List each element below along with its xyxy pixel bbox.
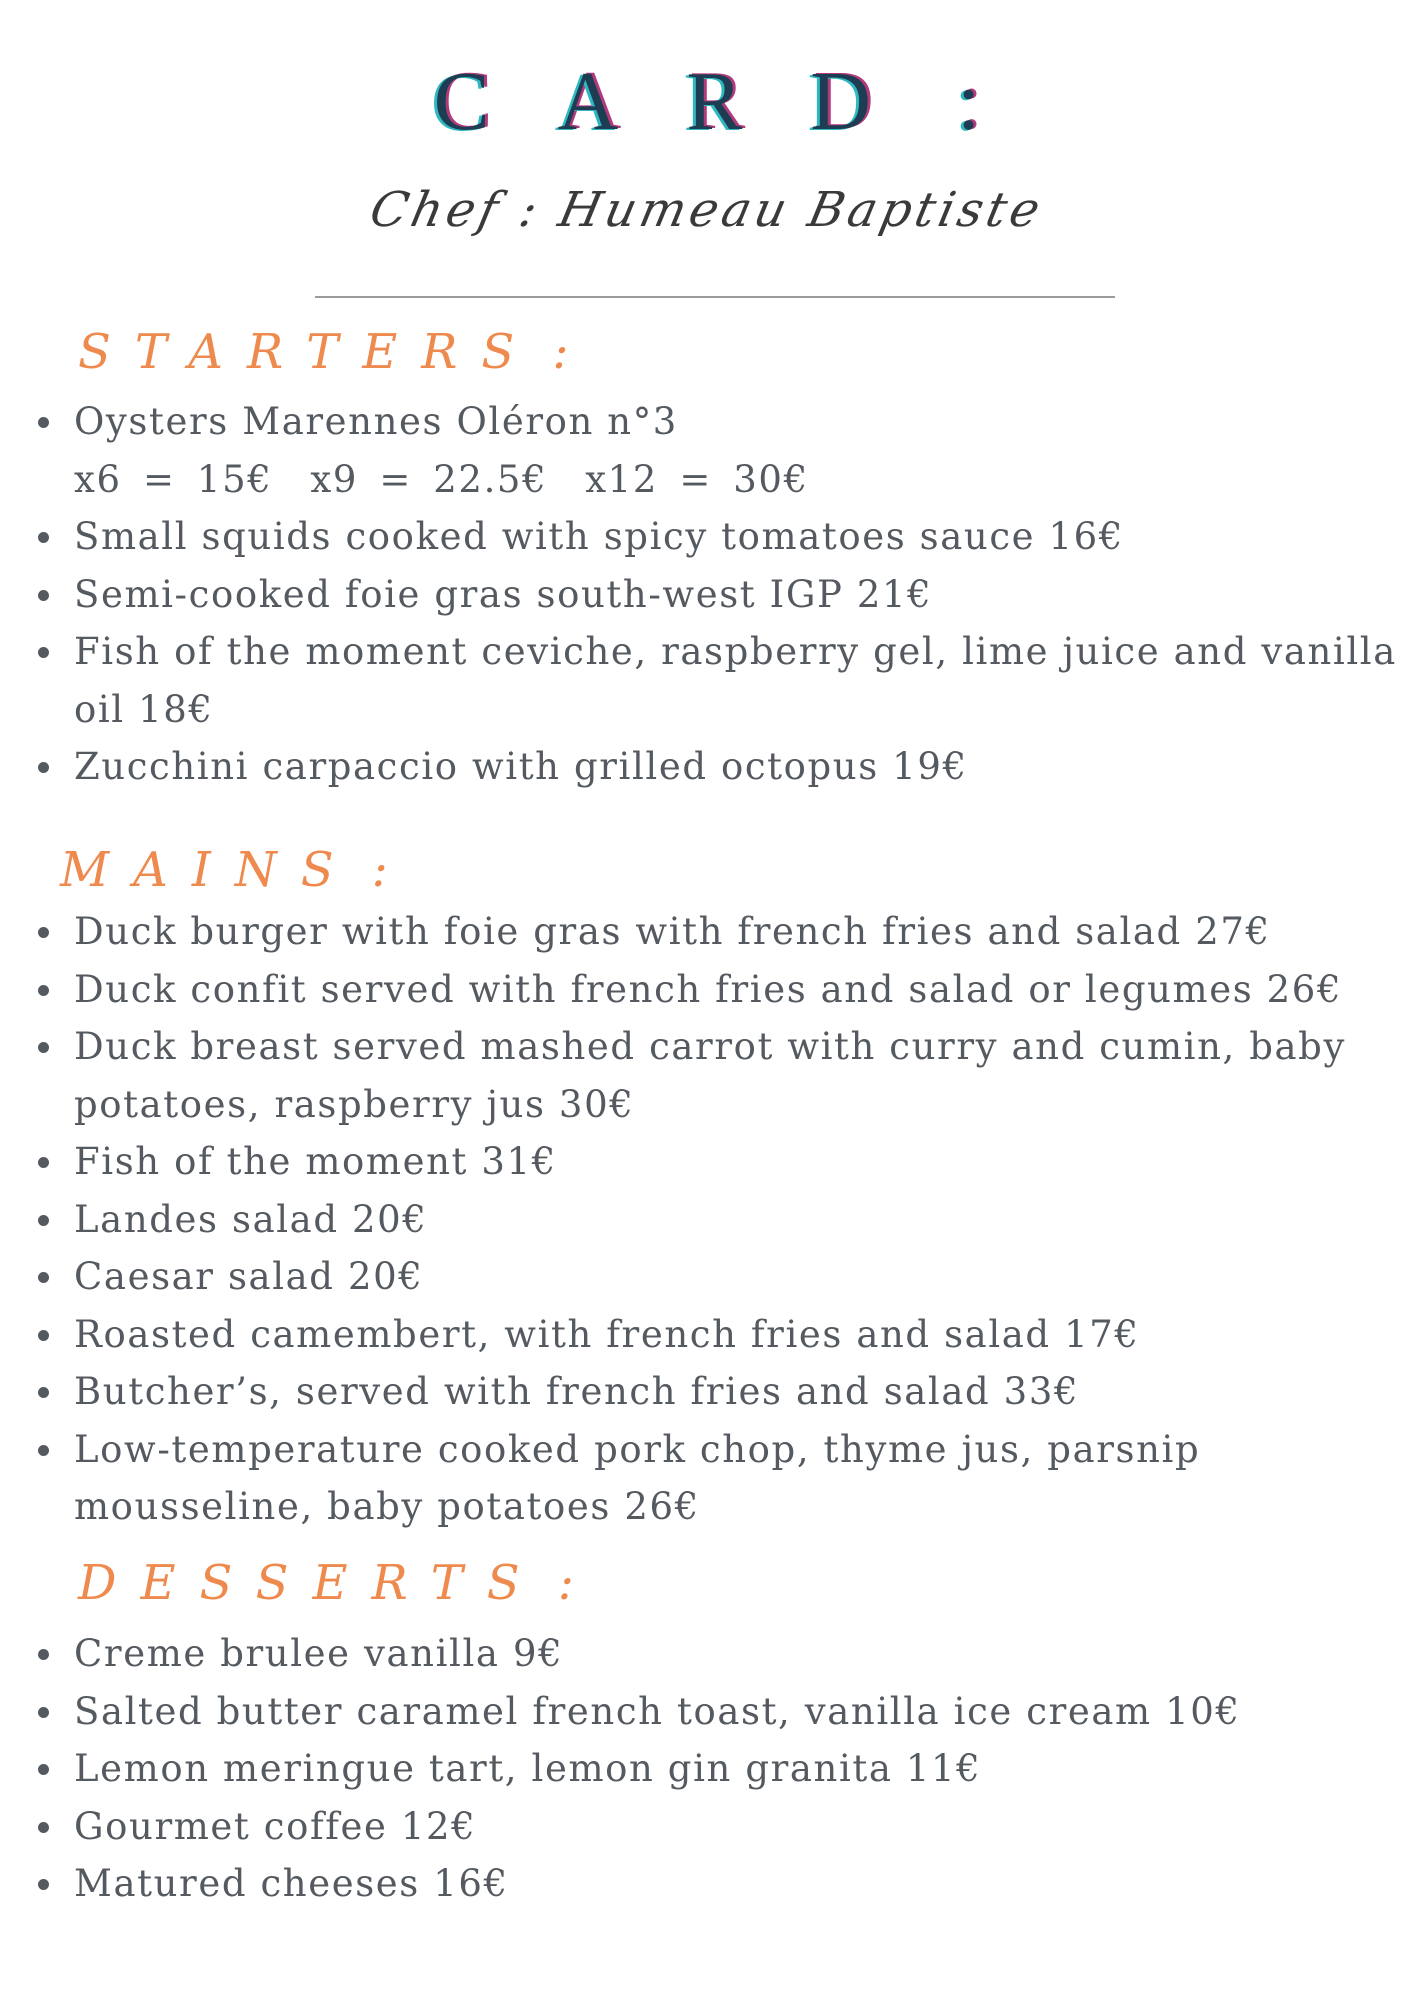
mains-heading <box>60 840 388 900</box>
dessert-item-gourmet-coffee-label: Gourmet coffee 12€ <box>74 1804 477 1848</box>
oysters-price-6: x6 = 15€ <box>74 457 273 501</box>
dessert-item-creme-brulee <box>34 1625 1374 1683</box>
starters-heading-colon: : <box>552 324 569 380</box>
oysters-price-12: x12 = 30€ <box>585 457 809 501</box>
dessert-item-cheeses <box>34 1855 1374 1913</box>
chef-signature: Chef : Humeau Baptiste <box>365 182 1049 238</box>
starter-item-foie-gras <box>34 566 1374 624</box>
main-item-landes-salad-label: Landes salad 20€ <box>74 1197 428 1241</box>
dessert-item-creme-brulee-label: Creme brulee vanilla 9€ <box>74 1632 564 1675</box>
starter-item-oysters <box>34 393 1374 508</box>
starter-item-zucchini <box>34 738 1374 796</box>
main-item-caesar-salad-label: Caesar salad 20€ <box>74 1255 424 1298</box>
main-item-camembert <box>34 1306 1374 1364</box>
starters-heading <box>78 322 568 382</box>
main-item-duck-confit-label: Duck confit served with french fries and salad or legumes 26€ <box>74 967 1343 1011</box>
dessert-item-french-toast-label: Salted butter caramel french toast, vanilla ice cream 10€ <box>74 1689 1241 1733</box>
desserts-heading-text: DESSERTS <box>78 1555 544 1611</box>
main-item-fish <box>34 1133 1374 1191</box>
starter-item-squids <box>34 508 1374 566</box>
main-item-pork-chop-line2: mousseline, baby potatoes 26€ <box>74 1485 700 1528</box>
main-item-pork-chop <box>34 1421 1374 1536</box>
main-item-duck-breast-line1: Duck breast served mashed carrot with curry and cumin, baby <box>74 1025 1346 1068</box>
main-item-caesar-salad <box>34 1248 1374 1306</box>
mains-heading-colon: : <box>371 842 388 898</box>
dessert-item-french-toast <box>34 1683 1374 1741</box>
starter-item-ceviche-line2: oil 18€ <box>74 687 214 731</box>
dessert-item-lemon-tart <box>34 1740 1374 1798</box>
desserts-heading <box>78 1553 574 1613</box>
oysters-price-9: x9 = 22.5€ <box>310 457 548 501</box>
starters-list <box>34 393 1397 796</box>
main-item-butchers <box>34 1363 1374 1421</box>
title-letter-r: R <box>686 55 811 148</box>
starter-item-zucchini-label: Zucchini carpaccio with grilled octopus 19€ <box>74 745 968 788</box>
main-item-duck-confit <box>34 961 1374 1019</box>
title-colon: : <box>957 55 981 148</box>
main-item-camembert-label: Roasted camembert, with french fries and salad 17€ <box>74 1312 1140 1356</box>
main-item-duck-breast <box>34 1018 1374 1133</box>
header-divider <box>315 296 1115 298</box>
title-letter-c: C <box>433 55 558 148</box>
mains-list <box>34 903 1374 1536</box>
title-letter-a: A <box>557 55 687 148</box>
desserts-list <box>34 1625 1374 1913</box>
oysters-prices <box>74 451 1374 509</box>
title-letter-d: D <box>810 55 940 148</box>
page-title <box>0 52 1414 152</box>
main-item-pork-chop-line1: Low-temperature cooked pork chop, thyme jus, parsnip <box>74 1427 1201 1471</box>
main-item-duck-breast-line2: potatoes, raspberry jus 30€ <box>74 1082 635 1126</box>
main-item-fish-label: Fish of the moment 31€ <box>74 1140 557 1183</box>
desserts-heading-colon: : <box>557 1555 574 1611</box>
main-item-butchers-label: Butcher’s, served with french fries and salad 33€ <box>74 1370 1080 1413</box>
starter-item-ceviche <box>34 623 1397 738</box>
starter-item-foie-gras-label: Semi-cooked foie gras south-west IGP 21€ <box>74 572 933 616</box>
starter-item-squids-label: Small squids cooked with spicy tomatoes sauce 16€ <box>74 515 1124 558</box>
mains-heading-text: MAINS <box>60 842 358 898</box>
dessert-item-lemon-tart-label: Lemon meringue tart, lemon gin granita 11€ <box>74 1747 982 1790</box>
main-item-duck-burger-label: Duck burger with foie gras with french fries and salad 27€ <box>74 910 1271 953</box>
main-item-landes-salad <box>34 1191 1374 1249</box>
starter-item-oysters-label: Oysters Marennes Oléron n°3 <box>74 400 678 443</box>
dessert-item-gourmet-coffee <box>34 1798 1374 1856</box>
dessert-item-cheeses-label: Matured cheeses 16€ <box>74 1862 509 1905</box>
main-item-duck-burger <box>34 903 1374 961</box>
starters-heading-text: STARTERS <box>78 324 539 380</box>
starter-item-ceviche-line1: Fish of the moment ceviche, raspberry gel, lime juice and vanilla <box>74 630 1397 673</box>
